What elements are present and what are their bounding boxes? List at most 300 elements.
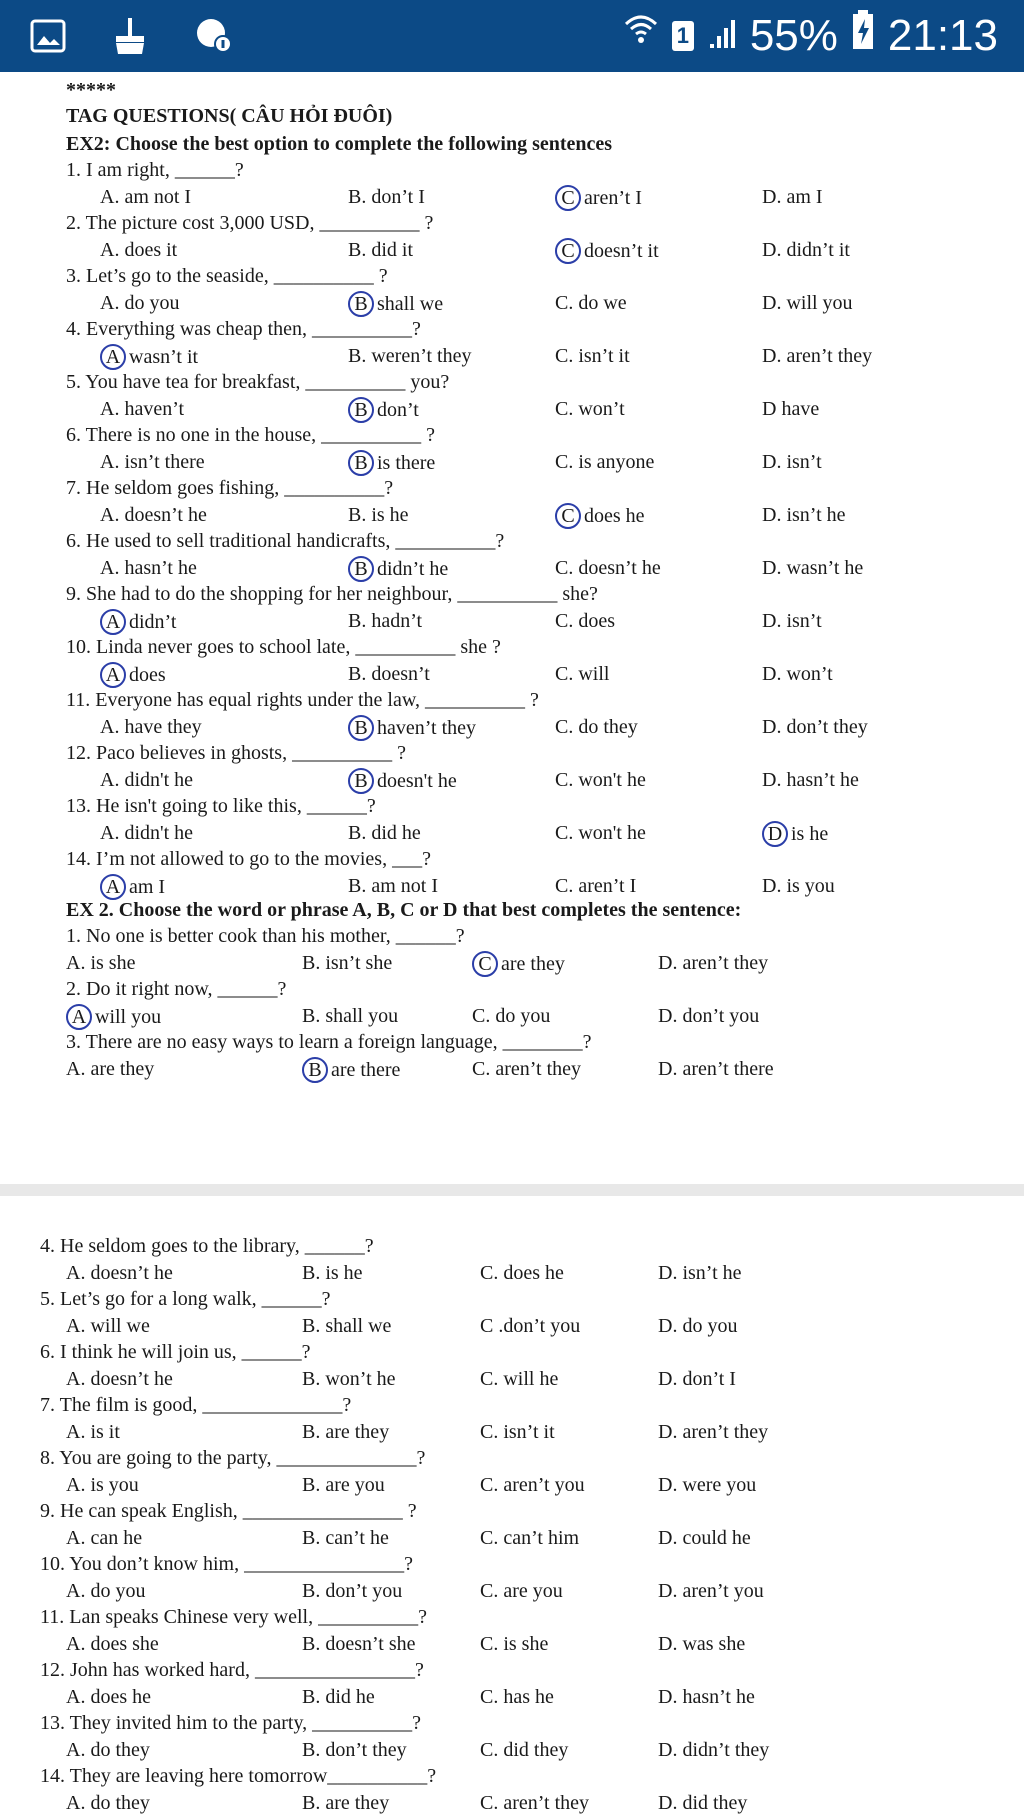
option-c-text: C. is she — [480, 1632, 549, 1655]
option-a — [100, 556, 197, 580]
messenger-notification-icon — [194, 16, 234, 61]
option-a — [66, 1057, 154, 1081]
question-stem-text: 14. They are leaving here tomorrow__________? — [40, 1765, 437, 1787]
option-d-text: D. isn’t he — [762, 503, 846, 526]
option-b — [348, 238, 413, 262]
option-d — [658, 1314, 737, 1338]
question-stem — [66, 1030, 592, 1054]
question-stem — [66, 476, 393, 500]
answer-circle: C — [555, 503, 581, 529]
option-c-text: C. isn’t it — [555, 344, 630, 367]
question-stem-text: 12. John has worked hard, ________________? — [40, 1659, 424, 1681]
option-c-text: C. will — [555, 662, 610, 685]
worksheet-page-2 — [10, 1196, 1014, 1820]
option-a — [66, 1685, 151, 1709]
option-a-text: A. haven’t — [100, 397, 185, 420]
option-a-text: will you — [95, 1005, 162, 1028]
option-a-text: A. do you — [100, 291, 180, 314]
question-stem — [40, 1340, 311, 1364]
question-stem — [66, 977, 286, 1001]
option-d-text: D. will you — [762, 291, 853, 314]
option-b-text: is there — [377, 451, 436, 474]
option-d-text: D. do you — [658, 1314, 738, 1337]
option-a — [66, 1738, 150, 1762]
option-b — [302, 1579, 402, 1603]
option-a-text: A. do they — [66, 1791, 150, 1814]
option-a-text: A. hasn’t he — [100, 556, 197, 579]
option-c — [480, 1738, 568, 1762]
option-d — [658, 1685, 755, 1709]
option-c — [555, 291, 627, 315]
option-b-text: B. is he — [348, 503, 409, 526]
gallery-notification-icon — [30, 19, 66, 58]
option-a-text: A. isn’t there — [100, 450, 205, 473]
option-b — [302, 1420, 389, 1444]
option-d-text: D. aren’t they — [658, 1420, 769, 1443]
clock: 21:13 — [887, 10, 998, 60]
option-c-text: does he — [584, 504, 645, 527]
option-b — [302, 1004, 398, 1028]
option-a — [100, 715, 202, 739]
option-a — [100, 344, 198, 370]
option-c — [480, 1791, 589, 1815]
question-stem-text: 5. You have tea for breakfast, __________ you? — [66, 371, 450, 393]
option-b — [302, 1057, 400, 1083]
answer-circle: B — [348, 397, 374, 423]
option-c-text: C. do they — [555, 715, 638, 738]
option-c — [555, 238, 659, 264]
question-stem — [66, 741, 406, 765]
option-b-text: B. are they — [302, 1791, 390, 1814]
option-b-text: B. weren’t they — [348, 344, 472, 367]
worksheet-page-1 — [10, 72, 1014, 1184]
option-d — [658, 1791, 747, 1815]
option-c — [555, 397, 625, 421]
option-c-text: C. can’t him — [480, 1526, 580, 1549]
option-a-text: A. didn't he — [100, 768, 194, 791]
question-stem — [66, 924, 465, 948]
option-d — [658, 1473, 756, 1497]
answer-circle: B — [348, 768, 374, 794]
option-d — [658, 1420, 768, 1444]
option-a-text: A. doesn’t he — [66, 1261, 173, 1284]
option-b — [302, 1473, 385, 1497]
option-c — [555, 715, 638, 739]
question-stem — [66, 317, 421, 341]
option-c-text: C. aren’t I — [555, 874, 637, 897]
option-b-text: haven’t they — [377, 716, 477, 739]
option-d — [762, 768, 859, 792]
option-a — [100, 397, 184, 421]
option-d-text: D. was she — [658, 1632, 746, 1655]
option-c-text: C. does he — [480, 1261, 564, 1284]
answer-circle: A — [66, 1004, 92, 1030]
option-d-text: D. aren’t they — [658, 951, 769, 974]
option-d-text: D. is you — [762, 874, 835, 897]
option-b — [348, 821, 421, 845]
option-c — [480, 1261, 564, 1285]
question-stem-text: 1. No one is better cook than his mother, ______? — [66, 925, 465, 947]
option-d — [762, 450, 822, 474]
option-b — [302, 1314, 391, 1338]
option-d — [658, 1738, 769, 1762]
option-a-text: A. is it — [66, 1420, 120, 1443]
option-b-text: B. can’t he — [302, 1526, 389, 1549]
option-a-text: A. didn't he — [100, 821, 194, 844]
option-d — [762, 874, 835, 898]
option-d — [658, 1057, 774, 1081]
option-d-text: D. isn’t — [762, 450, 822, 473]
status-bar — [0, 0, 1024, 72]
option-a-text: A. can he — [66, 1526, 143, 1549]
option-d — [762, 715, 868, 739]
option-a — [100, 450, 205, 474]
option-d — [658, 1004, 759, 1028]
question-stem-text: 6. There is no one in the house, __________ ? — [66, 424, 436, 446]
question-stem — [66, 794, 376, 818]
option-a-text: A. is you — [66, 1473, 139, 1496]
option-d — [658, 1579, 764, 1603]
option-c-text: C. doesn’t he — [555, 556, 661, 579]
option-d — [762, 238, 850, 262]
option-c — [555, 185, 642, 211]
option-b — [348, 291, 443, 317]
question-stem-text: 11. Lan speaks Chinese very well, __________? — [40, 1606, 427, 1628]
answer-circle: A — [100, 662, 126, 688]
option-a — [66, 1367, 173, 1391]
option-c-text: C. won't he — [555, 768, 646, 791]
option-c-text: C. aren’t you — [480, 1473, 585, 1496]
option-b — [302, 951, 392, 975]
option-b-text: shall we — [377, 292, 444, 315]
worksheet-title — [66, 104, 392, 128]
question-stem — [66, 158, 244, 182]
question-stem-text: 2. Do it right now, ______? — [66, 978, 287, 1000]
option-c — [472, 1057, 581, 1081]
question-stem-text: 1. I am right, ______? — [66, 159, 244, 181]
option-c — [480, 1632, 548, 1656]
wifi-icon — [624, 10, 658, 61]
option-a — [66, 1004, 161, 1030]
option-d-text: D. won’t — [762, 662, 833, 685]
option-d-text: D. hasn’t he — [762, 768, 859, 791]
answer-circle: C — [555, 185, 581, 211]
option-c-text: are they — [501, 952, 565, 975]
option-a-text: A. does it — [100, 238, 178, 261]
option-d — [658, 1367, 736, 1391]
option-b — [348, 874, 438, 898]
option-b-text: B. don’t you — [302, 1579, 403, 1602]
stars-decoration — [66, 78, 116, 102]
option-b — [348, 344, 472, 368]
battery-charging-icon — [852, 10, 874, 61]
question-stem — [66, 211, 433, 235]
exercise-2-heading-text: EX 2. Choose the word or phrase A, B, C or D that best completes the sentence: — [66, 899, 742, 921]
option-a — [100, 503, 207, 527]
option-b — [302, 1261, 363, 1285]
option-a-text: didn’t — [129, 610, 177, 633]
exercise-heading — [66, 132, 612, 156]
option-c-text: aren’t I — [584, 186, 642, 209]
question-stem-text: 4. Everything was cheap then, __________? — [66, 318, 421, 340]
option-a — [100, 821, 193, 845]
option-a — [100, 291, 179, 315]
page-separator — [0, 1184, 1024, 1196]
question-stem — [66, 423, 435, 447]
option-a — [100, 609, 176, 635]
option-d-text: D. am I — [762, 185, 823, 208]
option-c — [555, 662, 609, 686]
option-c-text: C. will he — [480, 1367, 559, 1390]
question-stem — [40, 1711, 421, 1735]
question-stem-text: 3. There are no easy ways to learn a foreign language, ________? — [66, 1031, 592, 1053]
option-d-text: D. isn’t he — [658, 1261, 742, 1284]
question-stem — [66, 635, 501, 659]
option-d-text: D. don’t they — [762, 715, 868, 738]
question-stem — [40, 1552, 413, 1576]
answer-circle: B — [348, 715, 374, 741]
option-d-text: D. hasn’t he — [658, 1685, 755, 1708]
option-d-text: is he — [791, 822, 829, 845]
option-b-text: didn’t he — [377, 557, 449, 580]
option-d-text: D. don’t I — [658, 1367, 736, 1390]
option-c — [555, 609, 615, 633]
option-a-text: A. does she — [66, 1632, 159, 1655]
option-b-text: B. are you — [302, 1473, 385, 1496]
question-stem-text: 9. He can speak English, ________________ ? — [40, 1500, 417, 1522]
option-d — [762, 609, 822, 633]
option-a-text: A. doesn’t he — [66, 1367, 173, 1390]
question-stem-text: 13. He isn't going to like this, ______? — [66, 795, 376, 817]
option-d-text: D. aren’t there — [658, 1057, 774, 1080]
question-stem — [66, 370, 449, 394]
option-a — [66, 1632, 159, 1656]
option-c-text: C .don’t you — [480, 1314, 581, 1337]
option-d — [762, 821, 828, 847]
option-b — [348, 503, 409, 527]
sim-icon: 1 — [672, 21, 694, 51]
option-d-text: D. could he — [658, 1526, 751, 1549]
question-stem-text: 8. You are going to the party, ______________? — [40, 1447, 426, 1469]
option-d — [762, 503, 846, 527]
option-a — [66, 1526, 142, 1550]
option-b-text: B. don’t they — [302, 1738, 407, 1761]
option-d — [762, 344, 872, 368]
question-stem-text: 12. Paco believes in ghosts, __________ ? — [66, 742, 406, 764]
option-d-text: D. aren’t you — [658, 1579, 764, 1602]
option-c — [555, 450, 654, 474]
answer-circle: B — [348, 291, 374, 317]
option-b — [302, 1526, 389, 1550]
option-a — [100, 768, 193, 792]
option-c — [555, 874, 636, 898]
option-a-text: A. do you — [66, 1579, 146, 1602]
question-stem — [66, 264, 388, 288]
battery-percentage: 55% — [749, 10, 838, 60]
option-a — [100, 238, 177, 262]
question-stem — [66, 688, 539, 712]
option-d — [762, 185, 823, 209]
option-c-text: C. are you — [480, 1579, 563, 1602]
option-b — [302, 1632, 416, 1656]
option-a — [66, 1579, 145, 1603]
option-c — [480, 1314, 580, 1338]
answer-circle: C — [555, 238, 581, 264]
option-b-text: B. isn’t she — [302, 951, 393, 974]
question-stem — [40, 1234, 374, 1258]
question-stem — [66, 582, 598, 606]
answer-circle: A — [100, 344, 126, 370]
option-a-text: A. is she — [66, 951, 136, 974]
option-a — [66, 951, 135, 975]
option-b-text: B. is he — [302, 1261, 363, 1284]
option-b-text: B. doesn’t — [348, 662, 430, 685]
option-a — [100, 874, 165, 900]
option-d — [762, 662, 833, 686]
option-c — [472, 1004, 550, 1028]
option-d-text: D have — [762, 397, 820, 420]
option-c — [480, 1526, 579, 1550]
question-stem — [40, 1499, 417, 1523]
option-d-text: D. don’t you — [658, 1004, 760, 1027]
option-a-text: A. do they — [66, 1738, 150, 1761]
option-b-text: B. hadn’t — [348, 609, 423, 632]
option-a — [66, 1791, 150, 1815]
question-stem — [66, 847, 431, 871]
option-b-text: B. doesn’t she — [302, 1632, 416, 1655]
question-stem-text: 3. Let’s go to the seaside, __________ ? — [66, 265, 388, 287]
option-c-text: C. did they — [480, 1738, 569, 1761]
option-b — [348, 450, 435, 476]
question-stem-text: 14. I’m not allowed to go to the movies, ___? — [66, 848, 431, 870]
option-a-text: A. will we — [66, 1314, 150, 1337]
option-a-text: A. am not I — [100, 185, 192, 208]
option-a-text: wasn’t it — [129, 345, 199, 368]
question-stem-text: 6. I think he will join us, ______? — [40, 1341, 311, 1363]
option-b-text: B. did it — [348, 238, 414, 261]
option-b-text: B. are they — [302, 1420, 390, 1443]
option-c-text: C. won't he — [555, 821, 646, 844]
option-d — [658, 1261, 742, 1285]
option-b-text: B. shall we — [302, 1314, 392, 1337]
answer-circle: D — [762, 821, 788, 847]
option-c — [555, 768, 646, 792]
question-stem-text: 10. Linda never goes to school late, __________ she ? — [66, 636, 501, 658]
question-stem-text: 13. They invited him to the party, __________? — [40, 1712, 422, 1734]
option-a — [66, 1420, 120, 1444]
option-a — [100, 185, 191, 209]
option-a-text: A. does he — [66, 1685, 151, 1708]
option-b-text: B. did he — [302, 1685, 375, 1708]
option-a-text: A. doesn’t he — [100, 503, 207, 526]
option-c-text: C. do you — [472, 1004, 551, 1027]
option-c-text: C. do we — [555, 291, 627, 314]
option-a — [66, 1473, 139, 1497]
question-stem-text: 5. Let’s go for a long walk, ______? — [40, 1288, 331, 1310]
option-b — [348, 662, 430, 686]
option-a — [66, 1314, 150, 1338]
answer-circle: B — [348, 556, 374, 582]
question-stem — [40, 1287, 331, 1311]
question-stem-text: 9. She had to do the shopping for her neighbour, __________ she? — [66, 583, 598, 605]
option-c — [480, 1473, 585, 1497]
question-stem — [40, 1605, 427, 1629]
option-b-text: don’t — [377, 398, 419, 421]
option-b-text: B. don’t I — [348, 185, 425, 208]
option-c-text: C. won’t — [555, 397, 625, 420]
option-d-text: D. isn’t — [762, 609, 822, 632]
option-a-text: A. have they — [100, 715, 202, 738]
stars-decoration-text: ***** — [66, 79, 116, 101]
option-d-text: D. didn’t they — [658, 1738, 770, 1761]
option-b-text: B. won’t he — [302, 1367, 396, 1390]
option-c-text: C. isn’t it — [480, 1420, 555, 1443]
option-b-text: B. am not I — [348, 874, 438, 897]
option-d — [658, 1632, 745, 1656]
option-c — [480, 1420, 555, 1444]
option-d — [762, 556, 863, 580]
question-stem-text: 10. You don’t know him, ________________? — [40, 1553, 413, 1575]
signal-icon — [708, 11, 736, 61]
option-c-text: C. aren’t they — [472, 1057, 582, 1080]
option-a — [66, 1261, 173, 1285]
question-stem — [40, 1764, 436, 1788]
cleaner-icon — [110, 16, 150, 61]
answer-circle: B — [302, 1057, 328, 1083]
question-stem-text: 4. He seldom goes to the library, ______? — [40, 1235, 374, 1257]
option-d — [762, 291, 853, 315]
option-b-text: B. shall you — [302, 1004, 399, 1027]
option-c — [480, 1367, 558, 1391]
question-stem-text: 7. He seldom goes fishing, __________? — [66, 477, 394, 499]
option-b — [348, 556, 448, 582]
answer-circle: B — [348, 450, 374, 476]
option-b-text: are there — [331, 1058, 401, 1081]
option-c — [472, 951, 565, 977]
answer-circle: A — [100, 874, 126, 900]
question-stem-text: 7. The film is good, ______________? — [40, 1394, 352, 1416]
option-c — [555, 821, 646, 845]
option-a-text: am I — [129, 875, 166, 898]
option-c — [555, 556, 661, 580]
option-a-text: does — [129, 663, 166, 686]
exercise-heading-text: EX2: Choose the best option to complete the following sentences — [66, 133, 613, 155]
option-b-text: B. did he — [348, 821, 421, 844]
option-b-text: doesn't he — [377, 769, 457, 792]
question-stem — [40, 1658, 424, 1682]
option-d-text: D. aren’t they — [762, 344, 873, 367]
option-b — [348, 609, 422, 633]
option-d-text: D. were you — [658, 1473, 757, 1496]
option-b — [348, 715, 476, 741]
option-c-text: C. does — [555, 609, 615, 632]
option-d — [658, 951, 768, 975]
option-b — [302, 1367, 396, 1391]
option-c — [555, 503, 645, 529]
option-c-text: C. aren’t they — [480, 1791, 590, 1814]
option-d-text: D. did they — [658, 1791, 748, 1814]
option-b — [348, 397, 419, 423]
option-c — [555, 344, 630, 368]
option-b — [302, 1738, 407, 1762]
option-d — [658, 1526, 751, 1550]
answer-circle: C — [472, 951, 498, 977]
option-b — [348, 185, 425, 209]
option-d-text: D. didn’t it — [762, 238, 850, 261]
answer-circle: A — [100, 609, 126, 635]
option-c-text: doesn’t it — [584, 239, 659, 262]
option-c-text: C. is anyone — [555, 450, 655, 473]
